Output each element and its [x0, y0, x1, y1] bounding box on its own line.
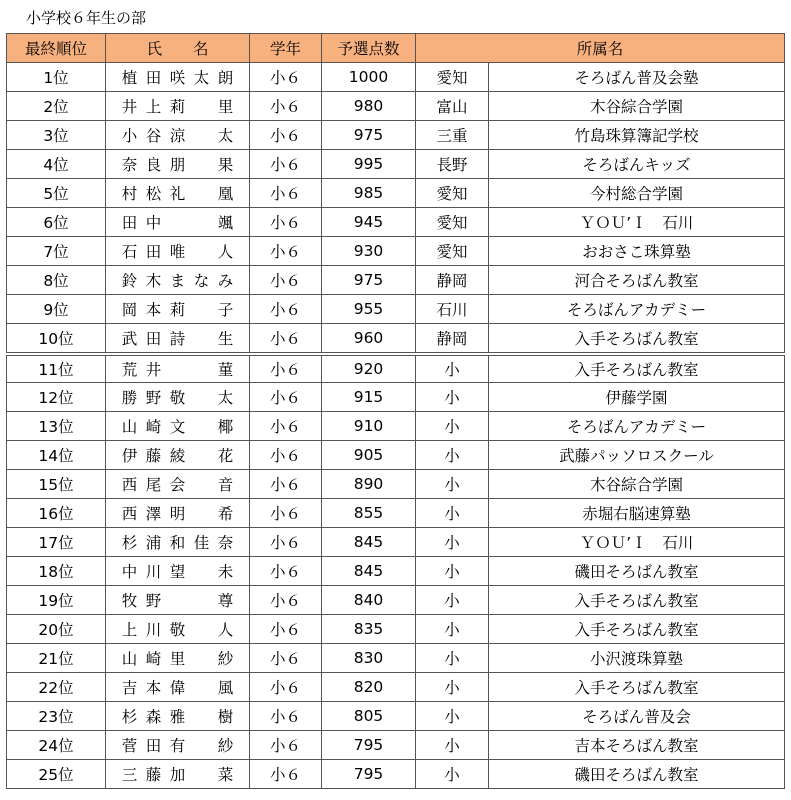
name-char: 武	[121, 330, 138, 348]
cell-prefecture: 小	[416, 702, 489, 731]
cell-grade: 小６	[250, 354, 322, 383]
cell-affiliation: 木谷綜合学園	[489, 92, 785, 121]
cell-affiliation: そろばんキッズ	[489, 150, 785, 179]
cell-rank: 19位	[7, 586, 106, 615]
cell-rank: 6位	[7, 208, 106, 237]
cell-grade: 小６	[250, 528, 322, 557]
table-row	[7, 324, 785, 355]
name-char: 明	[169, 505, 186, 523]
name-char: 望	[169, 563, 186, 581]
cell-score: 920	[322, 354, 416, 383]
cell-grade: 小６	[250, 150, 322, 179]
name-char: 礼	[169, 185, 186, 203]
table-row	[7, 266, 785, 295]
name-char: 中	[121, 563, 138, 581]
cell-score: 1000	[322, 63, 416, 92]
cell-rank: 3位	[7, 121, 106, 150]
cell-prefecture: 小	[416, 499, 489, 528]
cell-rank: 4位	[7, 150, 106, 179]
table-row	[7, 760, 785, 789]
cell-prefecture: 小	[416, 470, 489, 499]
cell-rank: 7位	[7, 237, 106, 266]
header-affiliation: 所属名	[416, 34, 785, 63]
table-row	[7, 644, 785, 673]
name-char: 菅	[121, 737, 138, 755]
name-char: 杉	[121, 534, 138, 552]
cell-affiliation: 磯田そろばん教室	[489, 760, 785, 789]
cell-score: 960	[322, 324, 416, 355]
table-row	[7, 615, 785, 644]
cell-affiliation: 入手そろばん教室	[489, 324, 785, 355]
cell-prefecture: 小	[416, 731, 489, 760]
name-char: 吉	[121, 679, 138, 697]
cell-name	[106, 295, 250, 324]
cell-grade: 小６	[250, 92, 322, 121]
name-char: 田	[145, 243, 162, 261]
cell-prefecture: 愛知	[416, 63, 489, 92]
cell-grade: 小６	[250, 731, 322, 760]
cell-grade: 小６	[250, 121, 322, 150]
cell-score: 845	[322, 528, 416, 557]
cell-grade: 小６	[250, 644, 322, 673]
cell-name	[106, 586, 250, 615]
name-char: 尾	[145, 476, 162, 494]
cell-affiliation: 竹島珠算簿記学校	[489, 121, 785, 150]
cell-rank: 8位	[7, 266, 106, 295]
cell-affiliation: おおさこ珠算塾	[489, 237, 785, 266]
cell-prefecture: 小	[416, 644, 489, 673]
name-char: 荒	[121, 361, 138, 379]
cell-name	[106, 557, 250, 586]
table-row	[7, 208, 785, 237]
cell-prefecture: 小	[416, 383, 489, 412]
cell-grade: 小６	[250, 760, 322, 789]
name-char: 子	[217, 301, 234, 319]
name-char: 文	[169, 418, 186, 436]
name-char: 良	[145, 156, 162, 174]
name-char: 菜	[217, 766, 234, 784]
cell-name	[106, 441, 250, 470]
name-char: 伊	[121, 447, 138, 465]
table-row	[7, 586, 785, 615]
name-char: ま	[169, 272, 186, 290]
name-char: な	[193, 272, 210, 290]
cell-rank: 24位	[7, 731, 106, 760]
name-char: 咲	[169, 69, 186, 87]
name-char: 菫	[217, 361, 234, 379]
table-row	[7, 383, 785, 412]
name-char: 人	[217, 243, 234, 261]
cell-score: 820	[322, 673, 416, 702]
name-char: 川	[145, 621, 162, 639]
cell-score: 995	[322, 150, 416, 179]
cell-name	[106, 760, 250, 789]
cell-name	[106, 383, 250, 412]
table-row	[7, 150, 785, 179]
cell-rank: 1位	[7, 63, 106, 92]
cell-prefecture: 小	[416, 615, 489, 644]
name-char: 藤	[145, 766, 162, 784]
cell-prefecture: 小	[416, 760, 489, 789]
name-char: 西	[121, 476, 138, 494]
cell-score: 795	[322, 731, 416, 760]
table-row	[7, 470, 785, 499]
name-char: 里	[217, 98, 234, 116]
cell-grade: 小６	[250, 324, 322, 355]
name-char: 森	[145, 708, 162, 726]
name-char: 小	[121, 127, 138, 145]
sheet-caption: 小学校６年生の部	[26, 9, 147, 27]
cell-grade: 小６	[250, 266, 322, 295]
cell-name	[106, 237, 250, 266]
name-char: 本	[145, 301, 162, 319]
cell-rank: 23位	[7, 702, 106, 731]
cell-score: 985	[322, 179, 416, 208]
cell-prefecture: 小	[416, 441, 489, 470]
cell-rank: 25位	[7, 760, 106, 789]
table-header	[7, 34, 785, 63]
cell-rank: 9位	[7, 295, 106, 324]
name-char: 偉	[169, 679, 186, 697]
name-char: 太	[217, 127, 234, 145]
cell-name	[106, 673, 250, 702]
cell-name	[106, 63, 250, 92]
name-char: 牧	[121, 592, 138, 610]
name-char: 会	[169, 476, 186, 494]
cell-score: 930	[322, 237, 416, 266]
name-char: 佳	[193, 534, 210, 552]
cell-name	[106, 702, 250, 731]
header-rank: 最終順位	[7, 34, 106, 63]
name-char: 綾	[169, 447, 186, 465]
name-char: 上	[121, 621, 138, 639]
name-char: 三	[121, 766, 138, 784]
cell-score: 945	[322, 208, 416, 237]
name-char: 人	[217, 621, 234, 639]
name-char: 朋	[169, 156, 186, 174]
results-table	[6, 33, 785, 789]
cell-name	[106, 208, 250, 237]
name-char: 和	[169, 534, 186, 552]
table-row	[7, 354, 785, 383]
name-char: 雅	[169, 708, 186, 726]
cell-name	[106, 499, 250, 528]
cell-rank: 5位	[7, 179, 106, 208]
cell-prefecture: 富山	[416, 92, 489, 121]
cell-name	[106, 266, 250, 295]
name-char: 音	[217, 476, 234, 494]
cell-score: 975	[322, 121, 416, 150]
name-char: 中	[145, 214, 162, 232]
name-char: 生	[217, 330, 234, 348]
name-char: 植	[121, 69, 138, 87]
cell-affiliation: 吉本そろばん教室	[489, 731, 785, 760]
cell-score: 845	[322, 557, 416, 586]
cell-name	[106, 354, 250, 383]
table-row	[7, 702, 785, 731]
cell-prefecture: 小	[416, 557, 489, 586]
cell-grade: 小６	[250, 673, 322, 702]
cell-rank: 21位	[7, 644, 106, 673]
cell-grade: 小６	[250, 441, 322, 470]
cell-name	[106, 470, 250, 499]
name-char: 里	[169, 650, 186, 668]
table-row	[7, 412, 785, 441]
cell-grade: 小６	[250, 586, 322, 615]
name-char: 尊	[217, 592, 234, 610]
header-name: 氏 名	[106, 34, 250, 63]
name-char: 太	[217, 389, 234, 407]
name-char: 浦	[145, 534, 162, 552]
table-row	[7, 179, 785, 208]
name-char: 椰	[217, 418, 234, 436]
name-char: 崎	[145, 650, 162, 668]
table-row	[7, 237, 785, 266]
cell-name	[106, 179, 250, 208]
cell-score: 840	[322, 586, 416, 615]
header-grade: 学年	[250, 34, 322, 63]
name-char: 山	[121, 418, 138, 436]
name-char: 涼	[169, 127, 186, 145]
name-char: 花	[217, 447, 234, 465]
table-row	[7, 731, 785, 760]
cell-rank: 15位	[7, 470, 106, 499]
cell-score: 890	[322, 470, 416, 499]
table-row	[7, 295, 785, 324]
cell-name	[106, 731, 250, 760]
name-char: 井	[121, 98, 138, 116]
cell-prefecture: 小	[416, 673, 489, 702]
name-char: み	[217, 272, 234, 290]
name-char: 唯	[169, 243, 186, 261]
name-char: 太	[193, 69, 210, 87]
name-char: 風	[217, 679, 234, 697]
name-char: 西	[121, 505, 138, 523]
table-row	[7, 441, 785, 470]
name-char: 野	[145, 592, 162, 610]
name-char: 敬	[169, 621, 186, 639]
name-char: 崎	[145, 418, 162, 436]
cell-score: 795	[322, 760, 416, 789]
cell-grade: 小６	[250, 499, 322, 528]
cell-prefecture: 愛知	[416, 237, 489, 266]
name-char: 詩	[169, 330, 186, 348]
cell-name	[106, 150, 250, 179]
cell-prefecture: 愛知	[416, 179, 489, 208]
name-char: 希	[217, 505, 234, 523]
name-char: 有	[169, 737, 186, 755]
name-char: 樹	[217, 708, 234, 726]
cell-grade: 小６	[250, 208, 322, 237]
name-char: 石	[121, 243, 138, 261]
cell-name	[106, 92, 250, 121]
cell-affiliation: 今村総合学園	[489, 179, 785, 208]
name-char: 藤	[145, 447, 162, 465]
name-char: 勝	[121, 389, 138, 407]
table-row	[7, 121, 785, 150]
name-char: 奈	[121, 156, 138, 174]
name-char: 野	[145, 389, 162, 407]
name-char: 紗	[217, 650, 234, 668]
cell-score: 915	[322, 383, 416, 412]
header-score: 予選点数	[322, 34, 416, 63]
name-char: 敬	[169, 389, 186, 407]
cell-affiliation: 磯田そろばん教室	[489, 557, 785, 586]
table-row	[7, 92, 785, 121]
table-row	[7, 528, 785, 557]
cell-grade: 小６	[250, 615, 322, 644]
cell-prefecture: 静岡	[416, 324, 489, 355]
cell-name	[106, 324, 250, 355]
name-char: 井	[145, 361, 162, 379]
cell-name	[106, 412, 250, 441]
cell-affiliation: 武藤パッソロスクール	[489, 441, 785, 470]
name-char: 田	[121, 214, 138, 232]
name-char: 凰	[217, 185, 234, 203]
cell-affiliation: ＹＯＵ’Ｉ 石川	[489, 208, 785, 237]
name-char: 川	[145, 563, 162, 581]
cell-affiliation: そろばんアカデミー	[489, 412, 785, 441]
name-char: 加	[169, 766, 186, 784]
cell-prefecture: 愛知	[416, 208, 489, 237]
cell-prefecture: 小	[416, 528, 489, 557]
cell-rank: 2位	[7, 92, 106, 121]
cell-affiliation: 入手そろばん教室	[489, 586, 785, 615]
cell-grade: 小６	[250, 470, 322, 499]
cell-score: 835	[322, 615, 416, 644]
cell-prefecture: 小	[416, 354, 489, 383]
name-char: 莉	[169, 98, 186, 116]
name-char: 木	[145, 272, 162, 290]
cell-score: 975	[322, 266, 416, 295]
table-body	[7, 63, 785, 789]
cell-rank: 17位	[7, 528, 106, 557]
cell-affiliation: 入手そろばん教室	[489, 354, 785, 383]
cell-affiliation: そろばん普及会	[489, 702, 785, 731]
cell-rank: 10位	[7, 324, 106, 355]
cell-rank: 13位	[7, 412, 106, 441]
name-char: 紗	[217, 737, 234, 755]
cell-affiliation: 伊藤学園	[489, 383, 785, 412]
name-char: 莉	[169, 301, 186, 319]
name-char: 谷	[145, 127, 162, 145]
cell-grade: 小６	[250, 63, 322, 92]
cell-score: 830	[322, 644, 416, 673]
name-char: 田	[145, 330, 162, 348]
name-char: 颯	[217, 214, 234, 232]
name-char: 鈴	[121, 272, 138, 290]
cell-prefecture: 石川	[416, 295, 489, 324]
cell-affiliation: 入手そろばん教室	[489, 615, 785, 644]
table-row	[7, 673, 785, 702]
cell-score: 905	[322, 441, 416, 470]
name-char: 上	[145, 98, 162, 116]
cell-rank: 20位	[7, 615, 106, 644]
name-char: 岡	[121, 301, 138, 319]
cell-rank: 18位	[7, 557, 106, 586]
cell-score: 855	[322, 499, 416, 528]
cell-name	[106, 528, 250, 557]
cell-affiliation: 小沢渡珠算塾	[489, 644, 785, 673]
cell-name	[106, 121, 250, 150]
cell-grade: 小６	[250, 557, 322, 586]
cell-prefecture: 長野	[416, 150, 489, 179]
name-char: 田	[145, 737, 162, 755]
name-char: 澤	[145, 505, 162, 523]
cell-grade: 小６	[250, 237, 322, 266]
cell-rank: 11位	[7, 354, 106, 383]
cell-grade: 小６	[250, 179, 322, 208]
cell-prefecture: 三重	[416, 121, 489, 150]
cell-score: 805	[322, 702, 416, 731]
cell-grade: 小６	[250, 295, 322, 324]
cell-prefecture: 小	[416, 586, 489, 615]
name-char: 朗	[217, 69, 234, 87]
name-char: 杉	[121, 708, 138, 726]
table-row	[7, 557, 785, 586]
cell-grade: 小６	[250, 412, 322, 441]
name-char: 奈	[217, 534, 234, 552]
name-char: 村	[121, 185, 138, 203]
name-char: 本	[145, 679, 162, 697]
cell-prefecture: 静岡	[416, 266, 489, 295]
cell-score: 910	[322, 412, 416, 441]
cell-affiliation: そろばんアカデミー	[489, 295, 785, 324]
name-char: 未	[217, 563, 234, 581]
cell-affiliation: ＹＯＵ’Ｉ 石川	[489, 528, 785, 557]
cell-grade: 小６	[250, 383, 322, 412]
table-row	[7, 499, 785, 528]
cell-grade: 小６	[250, 702, 322, 731]
cell-affiliation: 入手そろばん教室	[489, 673, 785, 702]
cell-rank: 16位	[7, 499, 106, 528]
cell-rank: 22位	[7, 673, 106, 702]
cell-rank: 14位	[7, 441, 106, 470]
name-char: 山	[121, 650, 138, 668]
cell-affiliation: 河合そろばん教室	[489, 266, 785, 295]
cell-score: 980	[322, 92, 416, 121]
cell-prefecture: 小	[416, 412, 489, 441]
name-char: 果	[217, 156, 234, 174]
cell-affiliation: そろばん普及会塾	[489, 63, 785, 92]
cell-score: 955	[322, 295, 416, 324]
cell-name	[106, 644, 250, 673]
table-row	[7, 63, 785, 92]
name-char: 松	[145, 185, 162, 203]
cell-rank: 12位	[7, 383, 106, 412]
cell-name	[106, 615, 250, 644]
cell-affiliation: 赤堀右脳速算塾	[489, 499, 785, 528]
cell-affiliation: 木谷綜合学園	[489, 470, 785, 499]
name-char: 田	[145, 69, 162, 87]
